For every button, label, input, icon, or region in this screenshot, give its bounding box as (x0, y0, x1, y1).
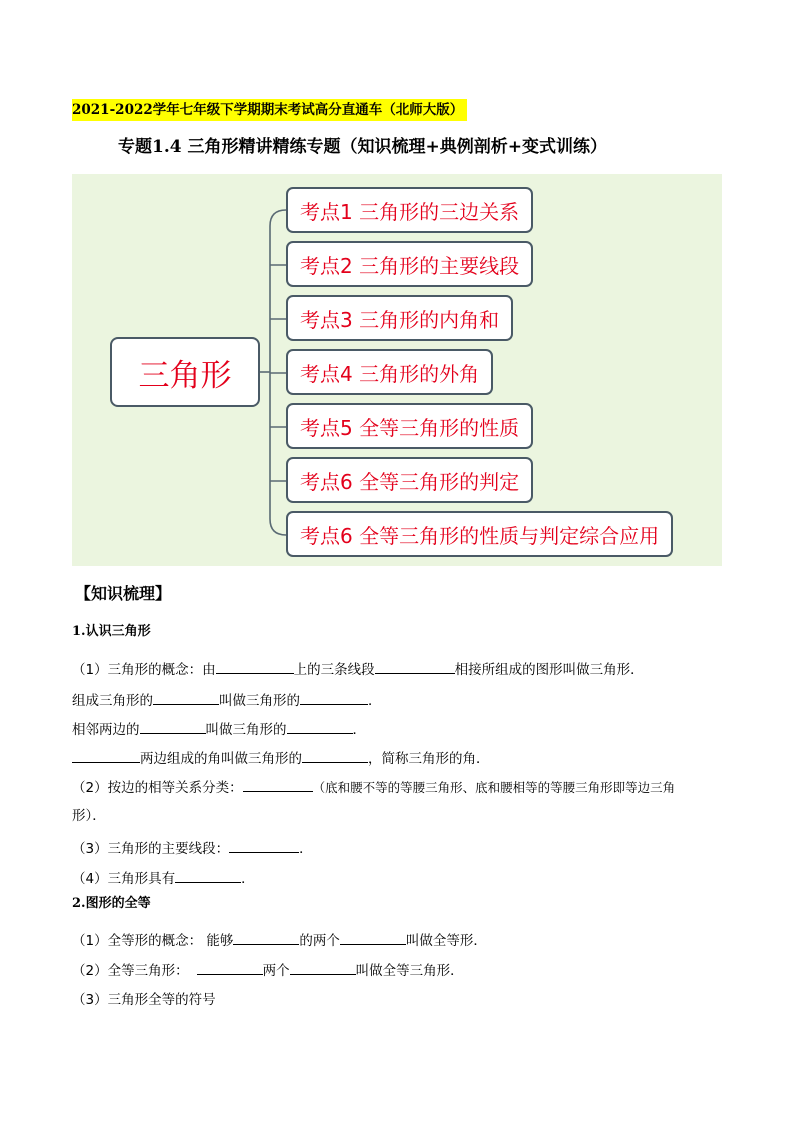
text: 上的三条线段 (293, 662, 375, 678)
blank (216, 659, 294, 674)
branch-point-2: 考点2 三角形的主要线段 (286, 241, 533, 287)
text: 两边组成的角叫做三角形的 (140, 751, 302, 767)
blank (287, 719, 353, 734)
text: （3）三角形的主要线段： (72, 841, 230, 857)
concept-line-5 (72, 777, 675, 798)
blank (72, 748, 140, 763)
text: ，简称三角形的角． (368, 751, 490, 767)
section-1-title: 1.认识三角形 (72, 624, 151, 639)
branch-point-4: 考点4 三角形的外角 (286, 349, 493, 395)
concept-line-1 (72, 659, 644, 680)
blank (243, 777, 313, 792)
text: ． (368, 693, 382, 709)
topic-title: 专题1.4 三角形精讲精练专题（知识梳理+典例剖析+变式训练） (118, 137, 607, 157)
concept-line-5-cont: 形）． (72, 808, 106, 824)
blank (340, 930, 406, 945)
text: （底和腰不等的等腰三角形、底和腰相等的等腰三角形即等边三角 (312, 780, 676, 795)
text: （1）全等形的概念： 能够 (72, 933, 234, 949)
blank (175, 868, 241, 883)
text: （2）全等三角形： (72, 963, 189, 979)
text: （4）三角形具有 (72, 871, 176, 887)
blank (290, 960, 356, 975)
text: 叫做三角形的 (219, 693, 300, 709)
text: 组成三角形的 (72, 693, 153, 709)
text: （2）按边的相等关系分类： (72, 780, 243, 796)
congruence-line-2 (72, 960, 464, 981)
blank (197, 960, 263, 975)
blank (300, 690, 368, 705)
concept-line-7 (72, 868, 255, 889)
branch-point-3: 考点3 三角形的内角和 (286, 295, 513, 341)
text: ． (241, 871, 255, 887)
blank (375, 659, 455, 674)
blank (302, 748, 368, 763)
mind-map (72, 174, 722, 566)
text: 两个 (262, 963, 290, 979)
concept-line-6 (72, 838, 313, 859)
congruence-line-3: （3）三角形全等的符号 (72, 992, 216, 1008)
blank (229, 838, 299, 853)
branch-point-5: 考点5 全等三角形的性质 (286, 403, 533, 449)
text: （1）三角形的概念：由 (72, 662, 216, 678)
branch-point-7: 考点6 全等三角形的性质与判定综合应用 (286, 511, 673, 557)
text: 相邻两边的 (72, 722, 140, 738)
text: 相接所组成的图形叫做三角形． (454, 662, 644, 678)
branch-point-1: 考点1 三角形的三边关系 (286, 187, 533, 233)
blank (153, 690, 219, 705)
text: 的两个 (299, 933, 340, 949)
branch-point-6: 考点6 全等三角形的判定 (286, 457, 533, 503)
text: 叫做全等三角形． (355, 963, 464, 979)
text: 叫做全等形． (405, 933, 487, 949)
section-2-title: 2.图形的全等 (72, 896, 151, 911)
concept-line-4 (72, 748, 490, 769)
series-title: 2021-2022学年七年级下学期期末考试高分直通车（北师大版） (72, 99, 467, 121)
blank (140, 719, 206, 734)
knowledge-heading: 【知识梳理】 (75, 584, 172, 603)
text: ． (299, 841, 313, 857)
mind-map-root: 三角形 (110, 337, 260, 407)
congruence-line-1 (72, 930, 487, 951)
concept-line-3 (72, 719, 366, 740)
text: ． (352, 722, 366, 738)
concept-line-2 (72, 690, 382, 711)
text: 叫做三角形的 (205, 722, 287, 738)
blank (233, 930, 299, 945)
